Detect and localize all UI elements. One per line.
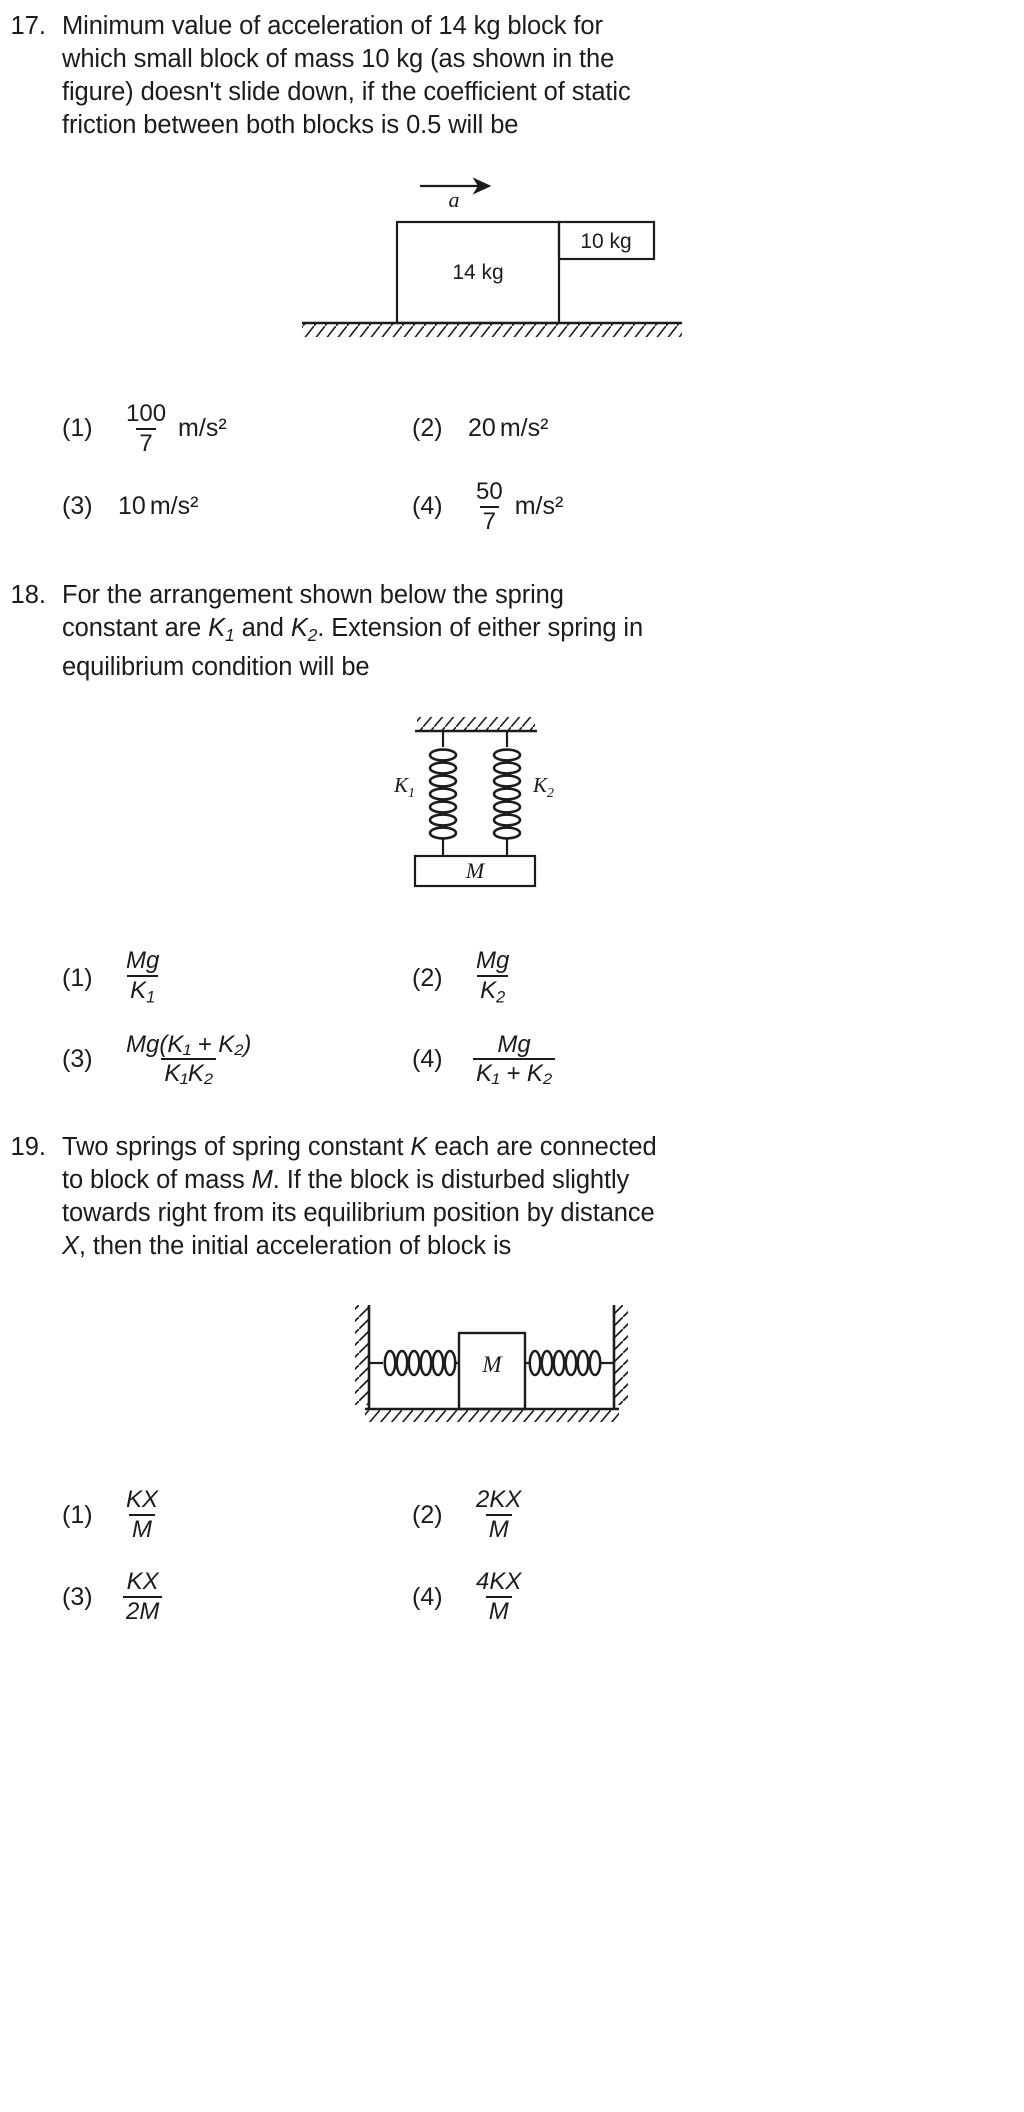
spring-k1-coils xyxy=(430,750,456,839)
right-spring-coils xyxy=(530,1351,600,1375)
question-19-number: 19. xyxy=(10,1133,46,1162)
option-18-3[interactable] xyxy=(62,1032,412,1088)
q19-k: K xyxy=(410,1133,428,1162)
option-17-3-value: 10 xyxy=(118,492,146,521)
q19-x: X xyxy=(62,1232,79,1261)
option-19-1[interactable] xyxy=(62,1487,412,1543)
option-18-4-fraction: $\frac{Mg}{\text{K₁ + K₂}}$ xyxy=(473,1032,555,1088)
q18-k2: K xyxy=(290,613,308,642)
option-19-2[interactable] xyxy=(412,1487,762,1543)
option-17-3[interactable] xyxy=(62,479,412,535)
option-17-3-unit: m/s² xyxy=(149,492,199,521)
question-17-number: 17. xyxy=(10,12,46,40)
option-18-1-fraction: $\frac{Mg}{K_1}$ xyxy=(126,947,160,1007)
acceleration-label: a xyxy=(448,187,460,212)
question-18-options xyxy=(0,948,762,1087)
question-19-text xyxy=(62,1131,662,1263)
option-19-4-label: (4) xyxy=(412,1582,443,1611)
option-17-2-label: (2) xyxy=(412,414,443,443)
option-19-1-label: (1) xyxy=(62,1500,93,1529)
question-17-options xyxy=(0,401,762,535)
question-17 xyxy=(0,0,1024,535)
option-18-4-label: (4) xyxy=(412,1044,443,1073)
option-19-3-label: (3) xyxy=(62,1582,93,1611)
option-17-2-unit: m/s² xyxy=(499,414,549,443)
option-17-4-label: (4) xyxy=(412,492,443,521)
q18-text-a: For the arrangement shown below the spring constant are xyxy=(62,580,564,642)
small-block-label: 10 kg xyxy=(580,230,632,253)
two-blocks-friction-diagram xyxy=(292,172,692,357)
question-17-text: Minimum value of acceleration of 14 kg block for which small block of mass 10 kg (as shown in the figure) doesn't slide down, if the coefficient of static friction between both blocks is 0.5 will be xyxy=(62,12,631,139)
two-parallel-springs-diagram xyxy=(357,714,627,904)
option-18-2-fraction: $\frac{Mg}{K_2}$ xyxy=(476,947,510,1007)
question-19-figure xyxy=(0,1293,984,1443)
big-block-label: 14 kg xyxy=(452,261,504,284)
option-19-2-label: (2) xyxy=(412,1500,443,1529)
option-18-3-label: (3) xyxy=(62,1044,93,1073)
option-18-2[interactable] xyxy=(412,948,762,1007)
question-18-number: 18. xyxy=(10,580,46,609)
option-18-4[interactable] xyxy=(412,1032,762,1088)
q18-text-c: . Extension of either spring in equilibrium condition will be xyxy=(62,613,644,682)
q18-text-b: and xyxy=(234,613,291,642)
option-18-3-fraction: $\frac{\text{Mg(K₁ + K₂)}}{\text{K₁K₂}}$ xyxy=(126,1030,252,1088)
q18-k1: K xyxy=(208,613,226,642)
option-19-4[interactable] xyxy=(412,1569,762,1625)
question-17-figure xyxy=(0,172,984,357)
option-17-1[interactable] xyxy=(62,401,412,457)
spring-k2-label: $K_2$ xyxy=(533,773,555,802)
option-19-4-fraction: $\frac{4KX}{M}$ xyxy=(476,1568,522,1626)
option-17-1-fraction: $\frac{100}{7}$ xyxy=(126,400,167,457)
option-17-1-label: (1) xyxy=(62,414,93,443)
question-18 xyxy=(0,579,1024,1088)
q19-text-c: . If the block is disturbed slightly towards right from its equilibrium position by distance xyxy=(62,1166,655,1228)
spring-k2-coils xyxy=(494,750,520,839)
q19-text-d: , then the initial acceleration of block is xyxy=(78,1232,512,1261)
question-18-text xyxy=(62,579,662,685)
option-18-1[interactable] xyxy=(62,948,412,1007)
option-17-3-label: (3) xyxy=(62,492,93,521)
option-19-3[interactable] xyxy=(62,1569,412,1625)
block-between-springs-diagram xyxy=(347,1293,637,1443)
option-19-1-fraction: $\frac{KX}{M}$ xyxy=(126,1486,159,1544)
option-17-4-unit: m/s² xyxy=(514,492,564,521)
q19-text-a: Two springs of spring constant xyxy=(62,1133,411,1162)
option-17-2[interactable] xyxy=(412,401,762,457)
block-m-label-q19: M xyxy=(482,1352,502,1378)
option-17-1-unit: m/s² xyxy=(178,414,227,443)
question-19-options xyxy=(0,1487,762,1625)
option-18-2-label: (2) xyxy=(412,963,443,992)
q18-k1-sub: 1 xyxy=(225,624,235,645)
spring-k1-label: $K_1$ xyxy=(393,773,415,802)
option-17-4[interactable] xyxy=(412,479,762,535)
option-17-4-fraction: $\frac{50}{7}$ xyxy=(476,477,503,535)
option-19-3-fraction: $\frac{KX}{2M}$ xyxy=(123,1569,162,1625)
option-19-2-fraction: $\frac{2KX}{M}$ xyxy=(476,1486,522,1544)
question-18-figure xyxy=(0,714,984,904)
option-18-1-label: (1) xyxy=(62,963,93,992)
q18-k2-sub: 2 xyxy=(307,624,318,645)
question-19 xyxy=(0,1131,1024,1625)
left-spring-coils xyxy=(385,1351,455,1375)
block-m-label-q18: M xyxy=(465,858,485,884)
q19-m: M xyxy=(251,1166,273,1195)
q19-text-b: each are connected to block of mass xyxy=(62,1133,657,1195)
option-17-2-value: 20 xyxy=(468,414,496,443)
